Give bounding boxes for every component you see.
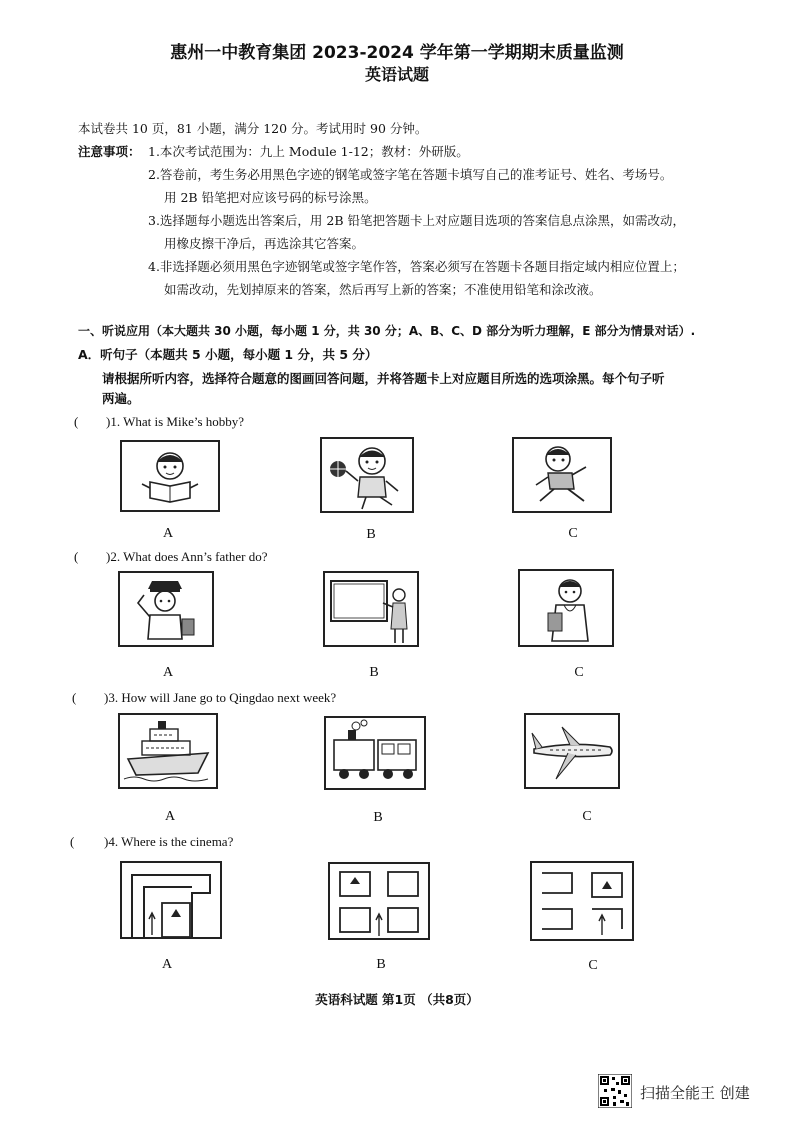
watermark-text: 扫描全能王 创建 xyxy=(640,1084,750,1102)
notice-item: 3.选择题每小题选出答案后，用 2B 铅笔把答题卡上对应题目选项的答案信息点涂黑，如需改动， xyxy=(148,213,686,228)
picture-doctor[interactable] xyxy=(518,569,614,647)
option-label[interactable]: C xyxy=(574,665,584,680)
part-a-instruction: 两遍。 xyxy=(102,391,140,406)
notice-item: 2.答卷前，考生务必用黑色字迹的钢笔或签字笔在答题卡填写自己的准考证号、姓名、考场号。 xyxy=(148,167,673,182)
picture-boy-basketball[interactable] xyxy=(320,437,414,513)
exam-intro: 本试卷共 10 页，81 小题，满分 120 分。考试用时 90 分钟。 xyxy=(78,121,428,136)
qr-code-icon xyxy=(598,1074,632,1108)
page-title: 惠州一中教育集团 2023-2024 学年第一学期期末质量监测 xyxy=(170,43,624,63)
picture-teacher[interactable] xyxy=(323,571,419,647)
option-label[interactable]: C xyxy=(568,526,578,541)
option-label[interactable]: C xyxy=(588,958,598,973)
answer-paren: ( xyxy=(72,690,77,705)
option-label[interactable]: A xyxy=(161,957,173,972)
option-label[interactable]: A xyxy=(162,665,174,680)
part-a-title: A．听句子（本题共 5 小题，每小题 1 分，共 5 分） xyxy=(78,347,378,362)
notice-label: 注意事项： xyxy=(78,144,141,159)
notice-item: 用橡皮擦干净后，再选涂其它答案。 xyxy=(164,236,365,251)
notice-item: 4.非选择题必须用黑色字迹钢笔或签字笔作答，答案必须写在答题卡各题目指定域内相应位置上； xyxy=(148,259,685,274)
option-label[interactable]: B xyxy=(373,810,383,825)
answer-paren: ( xyxy=(74,549,79,564)
option-label[interactable]: A xyxy=(162,526,174,541)
option-label[interactable]: B xyxy=(376,957,386,972)
question-text: )3. How will Jane go to Qingdao next week? xyxy=(104,690,337,705)
question-text: )2. What does Ann’s father do? xyxy=(106,549,268,564)
picture-boy-running[interactable] xyxy=(512,437,612,513)
notice-item: 用 2B 铅笔把对应该号码的标号涂黑。 xyxy=(164,190,377,205)
picture-map-b[interactable] xyxy=(328,862,430,940)
part-a-instruction: 请根据所听内容，选择符合题意的图画回答问题，并将答题卡上对应题目所选的选项涂黑。每个句子听 xyxy=(102,371,665,386)
answer-paren: ( xyxy=(70,834,75,849)
page-footer: 英语科试题 第1页 （共8页） xyxy=(315,992,479,1007)
picture-train[interactable] xyxy=(324,716,426,790)
option-label[interactable]: B xyxy=(366,527,376,542)
option-label[interactable]: C xyxy=(582,809,592,824)
picture-police-officer[interactable] xyxy=(118,571,214,647)
question-text: )1. What is Mike’s hobby? xyxy=(106,414,245,429)
page-subtitle: 英语试题 xyxy=(364,65,429,84)
notice-item: 如需改动，先划掉原来的答案，然后再写上新的答案；不准使用铅笔和涂改液。 xyxy=(164,282,602,297)
picture-boy-reading[interactable] xyxy=(120,440,220,512)
picture-map-c[interactable] xyxy=(530,861,634,941)
picture-plane[interactable] xyxy=(524,713,620,789)
section-heading: 一、听说应用（本大题共 30 小题，每小题 1 分，共 30 分；A、B、C、D 部分为听力理解，E 部分为情景对话）. xyxy=(78,324,696,338)
notice-item: 1.本次考试范围为：九上 Module 1-12；教材：外研版。 xyxy=(148,144,469,159)
option-label[interactable]: A xyxy=(164,809,176,824)
option-label[interactable]: B xyxy=(369,665,379,680)
answer-paren: ( xyxy=(74,414,79,429)
question-text: )4. Where is the cinema? xyxy=(104,834,234,849)
picture-ship[interactable] xyxy=(118,713,218,789)
picture-map-a[interactable] xyxy=(120,861,222,939)
